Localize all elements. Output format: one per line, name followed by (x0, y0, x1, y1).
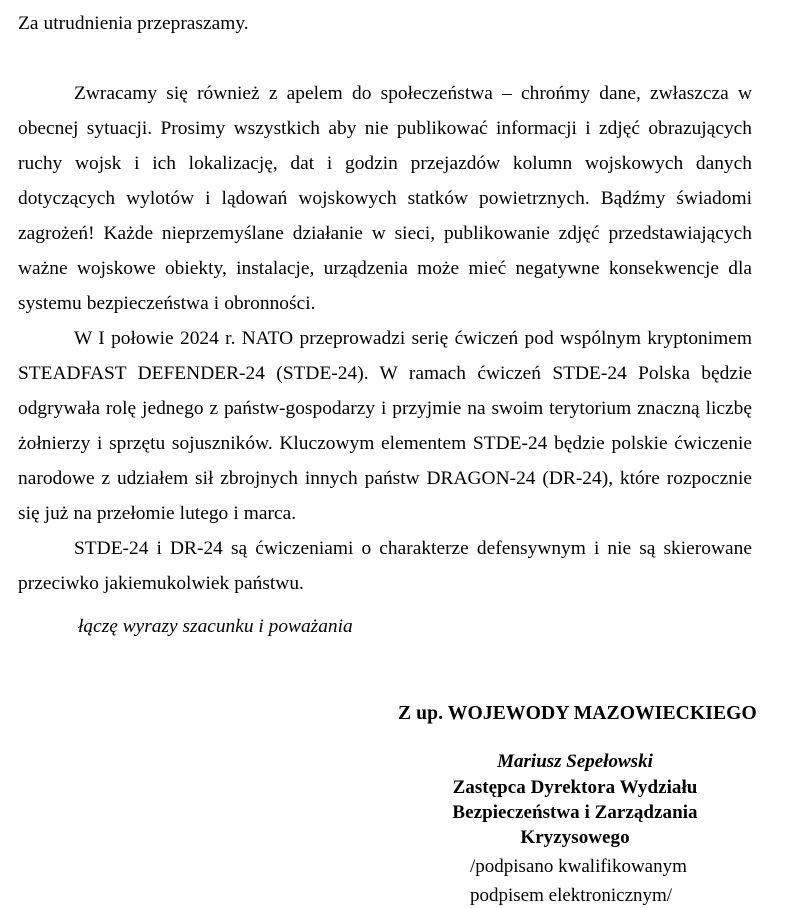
electronic-signature-line-2: podpisem elektronicznym/ (470, 885, 673, 906)
paragraph-nato-exercises: W I połowie 2024 r. NATO przeprowadzi serię ćwiczeń pod wspólnym kryptonimem STEADFAST DEFENDER-24 (STDE-24). W ramach ćwiczeń STDE-24 Polska będzie odgrywała rolę jednego z państw-gospodarzy i przyjmie na swoim terytorium znaczną liczbę żołnierzy i sprzętu sojuszników. Kluczowym elementem STDE-24 będzie polskie ćwiczenie narodowe z udziałem sił zbrojnych innych państw DRAGON-24 (DR-24), które rozpocznie się już na przełomie lutego i marca. (18, 328, 752, 524)
signature-title-line-2: Bezpieczeństwa i Zarządzania (452, 802, 698, 823)
document-body (18, 6, 752, 601)
electronic-signature-note (470, 852, 770, 908)
paragraph-data-protection-appeal: Zwracamy się również z apelem do społeczeństwa – chrońmy dane, zwłaszcza w obecnej sytuacji. Prosimy wszystkich aby nie publikować informacji i zdjęć obrazujących ruchy wojsk i ich lokalizację, dat i godzin przejazdów kolumn wojskowych danych dotyczących wylotów i lądowań wojskowych statków powietrznych. Bądźmy świadomi zagrożeń! Każde nieprzemyślane działanie w sieci, publikowanie zdjęć przedstawiających ważne wojskowe obiekty, instalacje, urządzenia może mieć negatywne konsekwencje dla systemu bezpieczeństwa i obronności. (18, 83, 752, 314)
signature-title-line-3: Kryzysowego (520, 827, 630, 848)
signature-block (398, 700, 757, 850)
paragraph-apology: Za utrudnienia przepraszamy. (18, 13, 249, 34)
paragraph-defensive-character: STDE-24 i DR-24 są ćwiczeniami o charakterze defensywnym i nie są skierowane przeciwko jakiemukolwiek państwu. (18, 538, 752, 594)
paragraph-spacer (18, 41, 752, 76)
signature-title-line-1: Zastępca Dyrektora Wydziału (452, 777, 698, 798)
signature-spacer (398, 727, 752, 749)
closing-salutation: łączę wyrazy szacunku i poważania (78, 616, 353, 637)
signature-authority: Z up. WOJEWODY MAZOWIECKIEGO (398, 703, 757, 724)
electronic-signature-line-1: /podpisano kwalifikowanym (470, 856, 687, 877)
signature-name: Mariusz Sepełowski (497, 751, 653, 772)
